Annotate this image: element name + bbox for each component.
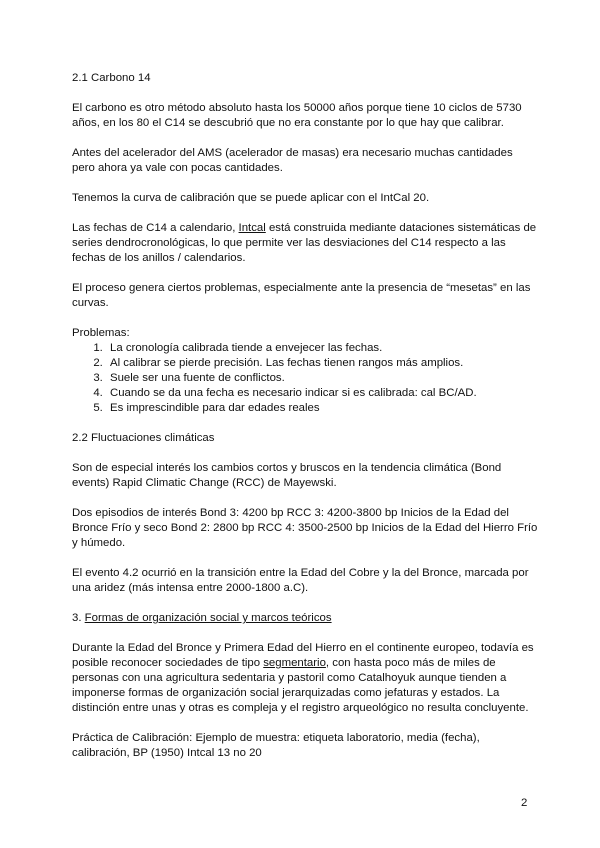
list-item: 4. Cuando se da una fecha es necesario indicar si es calibrada: cal BC/AD. — [106, 386, 538, 401]
paragraph-text: está construida mediante dataciones sistemáticas de series dendrocronológicas, lo que permite ver las desviaciones del C14 respecto a las fechas de los anillos / calendarios. — [72, 222, 537, 264]
segmentario-underlined-term: segmentario — [263, 657, 326, 669]
paragraph-evento-4-2: El evento 4.2 ocurrió en la transición entre la Edad del Cobre y la del Bronce, marcada por una aridez (más intensa entre 2000-1800 a.C). — [72, 567, 529, 594]
paragraph-intcal20: Tenemos la curva de calibración que se puede aplicar con el IntCal 20. — [72, 192, 430, 204]
paragraph-text: , con hasta poco más de miles de personas con una agricultura sedentaria y pastoril como Catalhoyuk aunque tienden a imponerse formas de organización social jerarquizadas como jefaturas y estados. La distinción entre unas y otras es compleja y el registro arqueológico no resulta concluyente. — [72, 657, 529, 714]
list-item: 2. Al calibrar se pierde precisión. Las fechas tienen rangos más amplios. — [106, 356, 538, 371]
paragraph-edad-bronce — [72, 641, 538, 716]
paragraph-mesetas: El proceso genera ciertos problemas, especialmente ante la presencia de “mesetas” en las curvas. — [72, 282, 531, 309]
paragraph-carbono-intro: El carbono es otro método absoluto hasta los 50000 años porque tiene 10 ciclos de 5730 años, en los 80 el C14 se descubrió que no era constante por lo que hay que calibrar. — [72, 102, 522, 129]
section-3-number: 3. — [72, 612, 85, 624]
intcal-underlined-term: Intcal — [238, 222, 266, 234]
section-2-2-heading: 2.2 Fluctuaciones climáticas — [72, 432, 215, 444]
list-item: 5. Es imprescindible para dar edades reales — [106, 401, 538, 416]
paragraph-text: Las fechas de C14 a calendario, — [72, 222, 239, 234]
paragraph-episodes: Dos episodios de interés Bond 3: 4200 bp RCC 3: 4200-3800 bp Inicios de la Edad del Bronce Frío y seco Bond 2: 2800 bp RCC 4: 3500-2500 bp Inicios de la Edad del Hierro Frío y húmedo. — [72, 507, 538, 549]
page-number: 2 — [521, 797, 528, 809]
paragraph-practica-calibracion: Práctica de Calibración: Ejemplo de muestra: etiqueta laboratorio, media (fecha), calibración, BP (1950) Intcal 13 no 20 — [72, 732, 480, 759]
paragraph-ams: Antes del acelerador del AMS (acelerador de masas) era necesario muchas cantidades pero ahora ya vale con pocas cantidades. — [72, 147, 513, 174]
paragraph-bond-events: Son de especial interés los cambios cortos y bruscos en la tendencia climática (Bond events) Rapid Climatic Change (RCC) de Mayewski. — [72, 462, 502, 489]
page-content — [72, 71, 538, 776]
paragraph-text: Durante la Edad del Bronce y Primera Edad del Hierro en el continente europeo, todavía es posible reconocer sociedades de tipo — [72, 642, 534, 669]
problems-list — [72, 341, 538, 416]
problems-block — [72, 326, 538, 416]
list-item: 1. La cronología calibrada tiende a envejecer las fechas. — [106, 341, 538, 356]
section-2-1-heading: 2.1 Carbono 14 — [72, 72, 151, 84]
section-3-heading — [72, 611, 538, 626]
problems-label: Problemas: — [72, 327, 130, 339]
section-3-title: Formas de organización social y marcos teóricos — [84, 612, 332, 624]
paragraph-intcal-dendro — [72, 221, 538, 266]
list-item: 3. Suele ser una fuente de conflictos. — [106, 371, 538, 386]
